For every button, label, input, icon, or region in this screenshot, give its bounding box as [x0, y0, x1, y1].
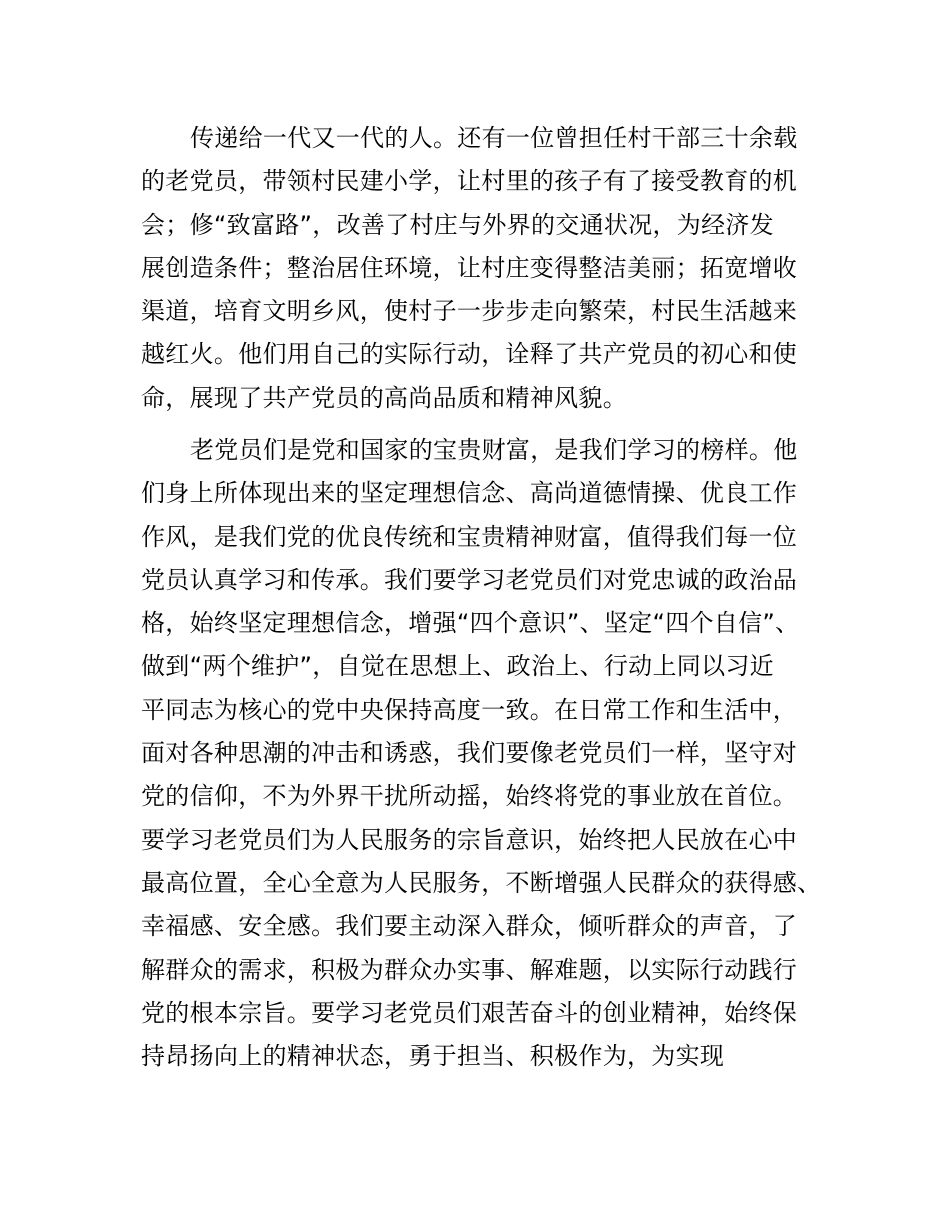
- text-line: 格，始终坚定理想信念，增强“四个意识”、坚定“四个自信”、: [141, 609, 800, 638]
- text-line: 幸福感、安全感。我们要主动深入群众，倾听群众的声音，了: [141, 912, 798, 941]
- text-line: 展创造条件；整治居住环境，让村庄变得整洁美丽；拓宽增收: [141, 253, 798, 282]
- text-line: 平同志为核心的党中央保持高度一致。在日常工作和生活中，: [141, 695, 798, 724]
- text-line: 最高位置，全心全意为人民服务，不断增强人民群众的获得感、: [141, 868, 822, 897]
- text-line: 党的信仰，不为外界干扰所动摇，始终将党的事业放在首位。: [141, 782, 798, 811]
- text-line: 党的根本宗旨。要学习老党员们艰苦奋斗的创业精神，始终保: [141, 998, 798, 1027]
- text-line: 们身上所体现出来的坚定理想信念、高尚道德情操、优良工作: [141, 479, 798, 508]
- text-line: 命，展现了共产党员的高尚品质和精神风貌。: [141, 383, 627, 412]
- text-line: 党员认真学习和传承。我们要学习老党员们对党忠诚的政治品: [141, 565, 798, 594]
- text-line: 面对各种思潮的冲击和诱惑，我们要像老党员们一样，坚守对: [141, 739, 798, 768]
- text-line: 老党员们是党和国家的宝贵财富，是我们学习的榜样。他: [190, 436, 798, 464]
- text-line: 传递给一代又一代的人。还有一位曾担任村干部三十余载: [190, 124, 798, 152]
- text-line: 要学习老党员们为人民服务的宗旨意识，始终把人民放在心中: [141, 825, 798, 854]
- text-line: 做到“两个维护”，自觉在思想上、政治上、行动上同以习近: [141, 652, 774, 681]
- text-line: 持昂扬向上的精神状态，勇于担当、积极作为，为实现: [141, 1042, 725, 1071]
- text-line: 作风，是我们党的优良传统和宝贵精神财富，值得我们每一位: [141, 522, 798, 551]
- paragraph-1: [141, 117, 821, 420]
- text-line: 渠道，培育文明乡风，使村子一步步走向繁荣，村民生活越来: [141, 297, 798, 326]
- text-line: 的老党员，带领村民建小学，让村里的孩子有了接受教育的机: [141, 167, 798, 196]
- text-line: 越红火。他们用自己的实际行动，诠释了共产党员的初心和使: [141, 340, 798, 369]
- text-line: 会；修“致富路”，改善了村庄与外界的交通状况，为经济发: [141, 210, 774, 239]
- paragraph-2: [141, 429, 821, 1078]
- text-line: 解群众的需求，积极为群众办实事、解难题，以实际行动践行: [141, 955, 798, 984]
